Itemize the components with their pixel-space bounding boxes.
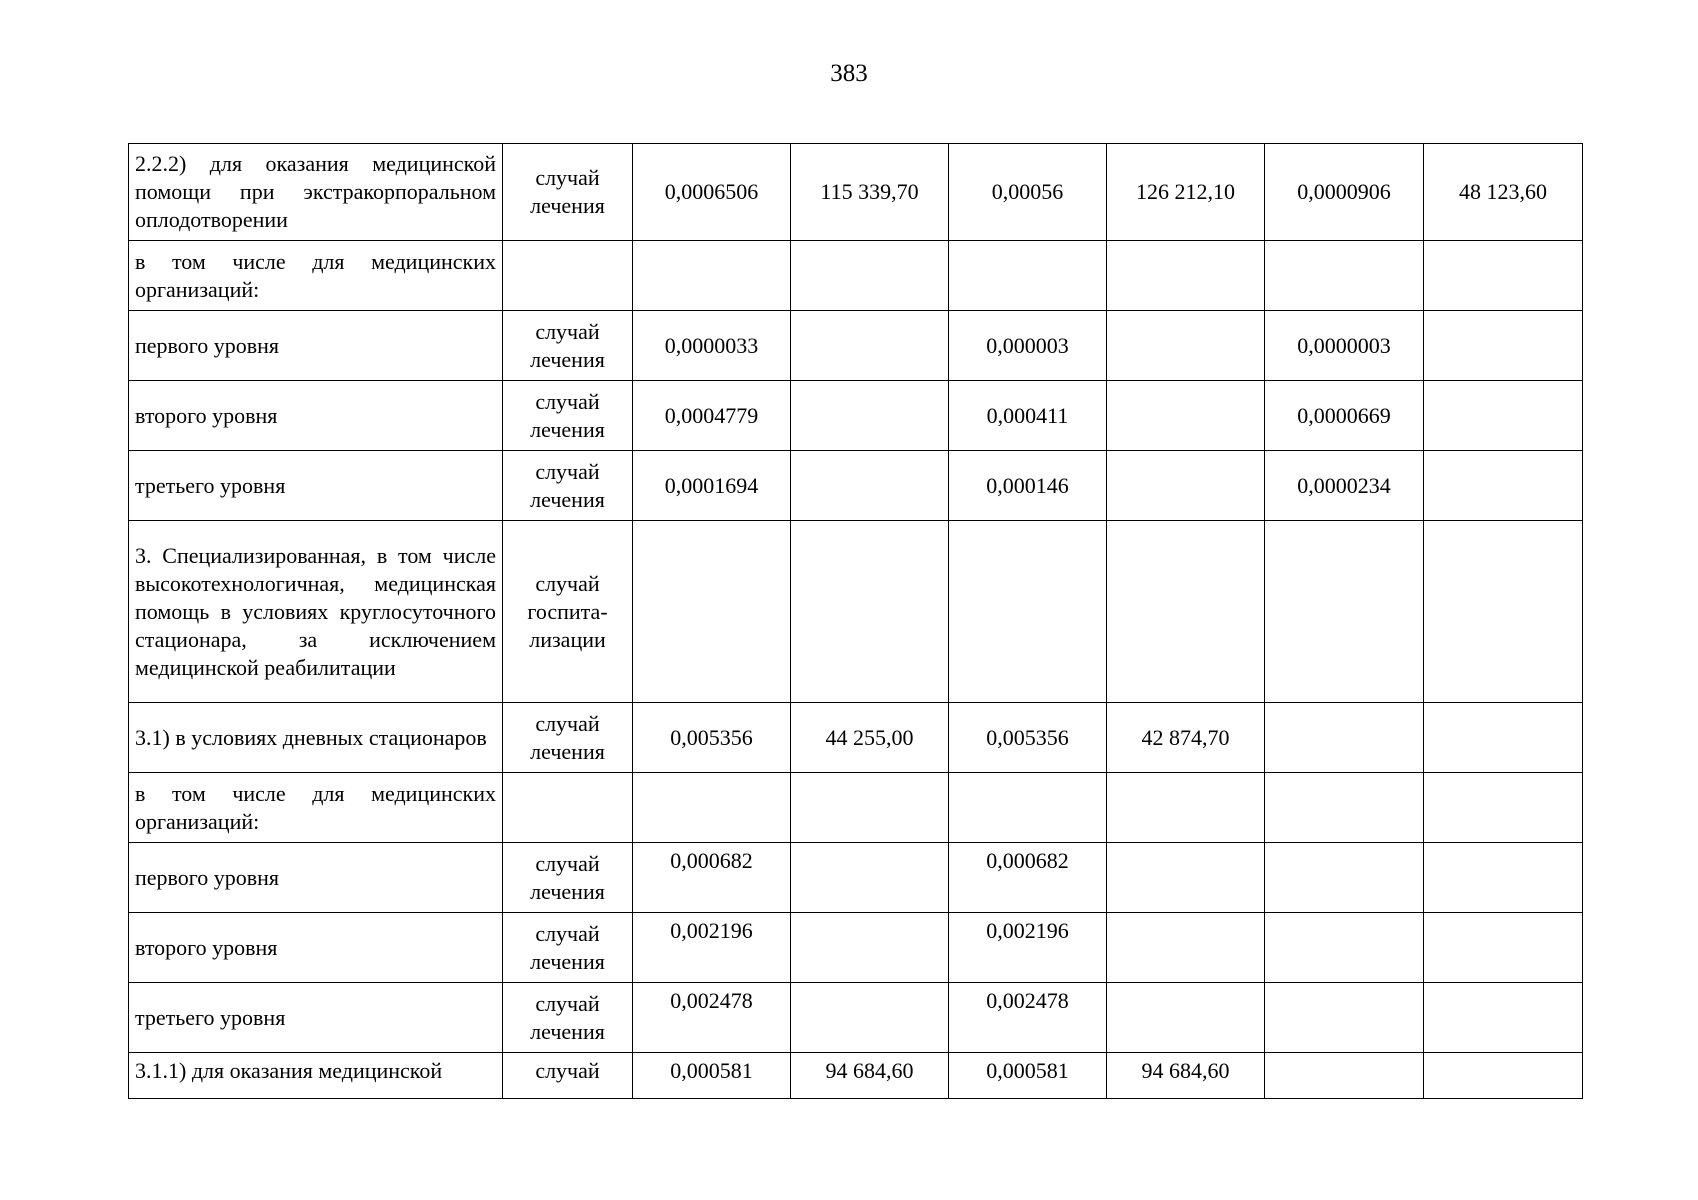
value-cell: 0,0000033 <box>633 311 791 381</box>
value-cell: 0,0000906 <box>1265 144 1424 241</box>
value-cell <box>949 521 1107 703</box>
value-cell <box>791 381 949 451</box>
value-cell: 0,000146 <box>949 451 1107 521</box>
value-cell: 48 123,60 <box>1424 144 1583 241</box>
unit-cell: случай госпита-лизации <box>503 521 633 703</box>
value-cell: 115 339,70 <box>791 144 949 241</box>
page-number: 383 <box>830 60 868 87</box>
value-cell <box>1107 521 1265 703</box>
value-cell <box>1265 843 1424 913</box>
value-cell: 0,005356 <box>633 703 791 773</box>
unit-cell: случай лечения <box>503 144 633 241</box>
value-cell <box>1107 773 1265 843</box>
value-cell <box>949 241 1107 311</box>
value-cell <box>1265 521 1424 703</box>
table-row <box>129 521 1583 703</box>
value-cell <box>791 773 949 843</box>
row-name-cell: второго уровня <box>129 913 503 983</box>
value-cell <box>1424 521 1583 703</box>
value-cell <box>949 773 1107 843</box>
value-cell <box>1107 983 1265 1053</box>
unit-cell: случай лечения <box>503 381 633 451</box>
value-cell: 0,0000003 <box>1265 311 1424 381</box>
table-row <box>129 773 1583 843</box>
value-cell <box>1265 241 1424 311</box>
value-cell <box>1424 983 1583 1053</box>
row-name-cell: 2.2.2) для оказания медицинской помощи при экстракорпоральном оплодотворении <box>129 144 503 241</box>
value-cell: 0,002196 <box>949 913 1107 983</box>
value-cell <box>791 241 949 311</box>
row-name-cell: первого уровня <box>129 843 503 913</box>
value-cell: 0,0001694 <box>633 451 791 521</box>
value-cell: 94 684,60 <box>1107 1053 1265 1099</box>
value-cell: 0,0004779 <box>633 381 791 451</box>
value-cell <box>1265 703 1424 773</box>
value-cell <box>791 843 949 913</box>
unit-cell: случай лечения <box>503 983 633 1053</box>
row-name-cell: 3. Специализированная, в том числе высокотехнологичная, медицинская помощь в условиях круглосуточного стационара, за исключением медицинской реабилитации <box>129 521 503 703</box>
value-cell <box>1107 311 1265 381</box>
value-cell <box>1424 311 1583 381</box>
value-cell <box>1424 703 1583 773</box>
value-cell: 0,0000669 <box>1265 381 1424 451</box>
row-name-cell: 3.1.1) для оказания медицинской <box>129 1053 503 1099</box>
row-name-cell: второго уровня <box>129 381 503 451</box>
value-cell: 126 212,10 <box>1107 144 1265 241</box>
value-cell <box>1265 983 1424 1053</box>
value-cell: 0,000003 <box>949 311 1107 381</box>
unit-cell: случай лечения <box>503 843 633 913</box>
table-row <box>129 144 1583 241</box>
value-cell <box>1424 913 1583 983</box>
value-cell <box>791 983 949 1053</box>
table-row <box>129 703 1583 773</box>
value-cell: 44 255,00 <box>791 703 949 773</box>
value-cell <box>791 521 949 703</box>
table-row <box>129 451 1583 521</box>
row-name-cell: в том числе для медицинских организаций: <box>129 773 503 843</box>
value-cell: 42 874,70 <box>1107 703 1265 773</box>
row-name-cell: третьего уровня <box>129 451 503 521</box>
value-cell <box>1265 773 1424 843</box>
value-cell: 0,000581 <box>949 1053 1107 1099</box>
value-cell <box>1424 241 1583 311</box>
value-cell <box>1265 1053 1424 1099</box>
value-cell <box>633 773 791 843</box>
value-cell <box>791 451 949 521</box>
value-cell: 0,000682 <box>633 843 791 913</box>
value-cell <box>1107 241 1265 311</box>
value-cell <box>791 311 949 381</box>
table-row <box>129 381 1583 451</box>
value-cell: 0,00056 <box>949 144 1107 241</box>
unit-cell <box>503 241 633 311</box>
table-row <box>129 983 1583 1053</box>
value-cell: 0,000581 <box>633 1053 791 1099</box>
table-row <box>129 913 1583 983</box>
value-cell <box>1265 913 1424 983</box>
unit-cell: случай лечения <box>503 311 633 381</box>
value-cell: 0,002478 <box>633 983 791 1053</box>
table-row <box>129 1053 1583 1099</box>
value-cell: 0,002478 <box>949 983 1107 1053</box>
value-cell: 0,005356 <box>949 703 1107 773</box>
value-cell <box>1107 381 1265 451</box>
row-name-cell: 3.1) в условиях дневных стационаров <box>129 703 503 773</box>
value-cell <box>633 521 791 703</box>
value-cell: 0,0006506 <box>633 144 791 241</box>
value-cell: 0,000682 <box>949 843 1107 913</box>
value-cell <box>1424 1053 1583 1099</box>
row-name-cell: третьего уровня <box>129 983 503 1053</box>
unit-cell: случай лечения <box>503 913 633 983</box>
value-cell <box>1424 381 1583 451</box>
value-cell <box>1424 773 1583 843</box>
row-name-cell: первого уровня <box>129 311 503 381</box>
unit-cell: случай лечения <box>503 451 633 521</box>
row-name-cell: в том числе для медицинских организаций: <box>129 241 503 311</box>
value-cell <box>1107 913 1265 983</box>
value-cell: 0,000411 <box>949 381 1107 451</box>
unit-cell: случай лечения <box>503 703 633 773</box>
value-cell <box>1107 843 1265 913</box>
value-cell <box>1424 451 1583 521</box>
unit-cell <box>503 773 633 843</box>
table-row <box>129 311 1583 381</box>
table-row <box>129 843 1583 913</box>
value-cell: 0,0000234 <box>1265 451 1424 521</box>
value-cell: 94 684,60 <box>791 1053 949 1099</box>
value-cell <box>791 913 949 983</box>
value-cell: 0,002196 <box>633 913 791 983</box>
value-cell <box>1424 843 1583 913</box>
unit-cell: случай <box>503 1053 633 1099</box>
value-cell <box>1107 451 1265 521</box>
table-row <box>129 241 1583 311</box>
value-cell <box>633 241 791 311</box>
document-table <box>128 143 1583 1099</box>
